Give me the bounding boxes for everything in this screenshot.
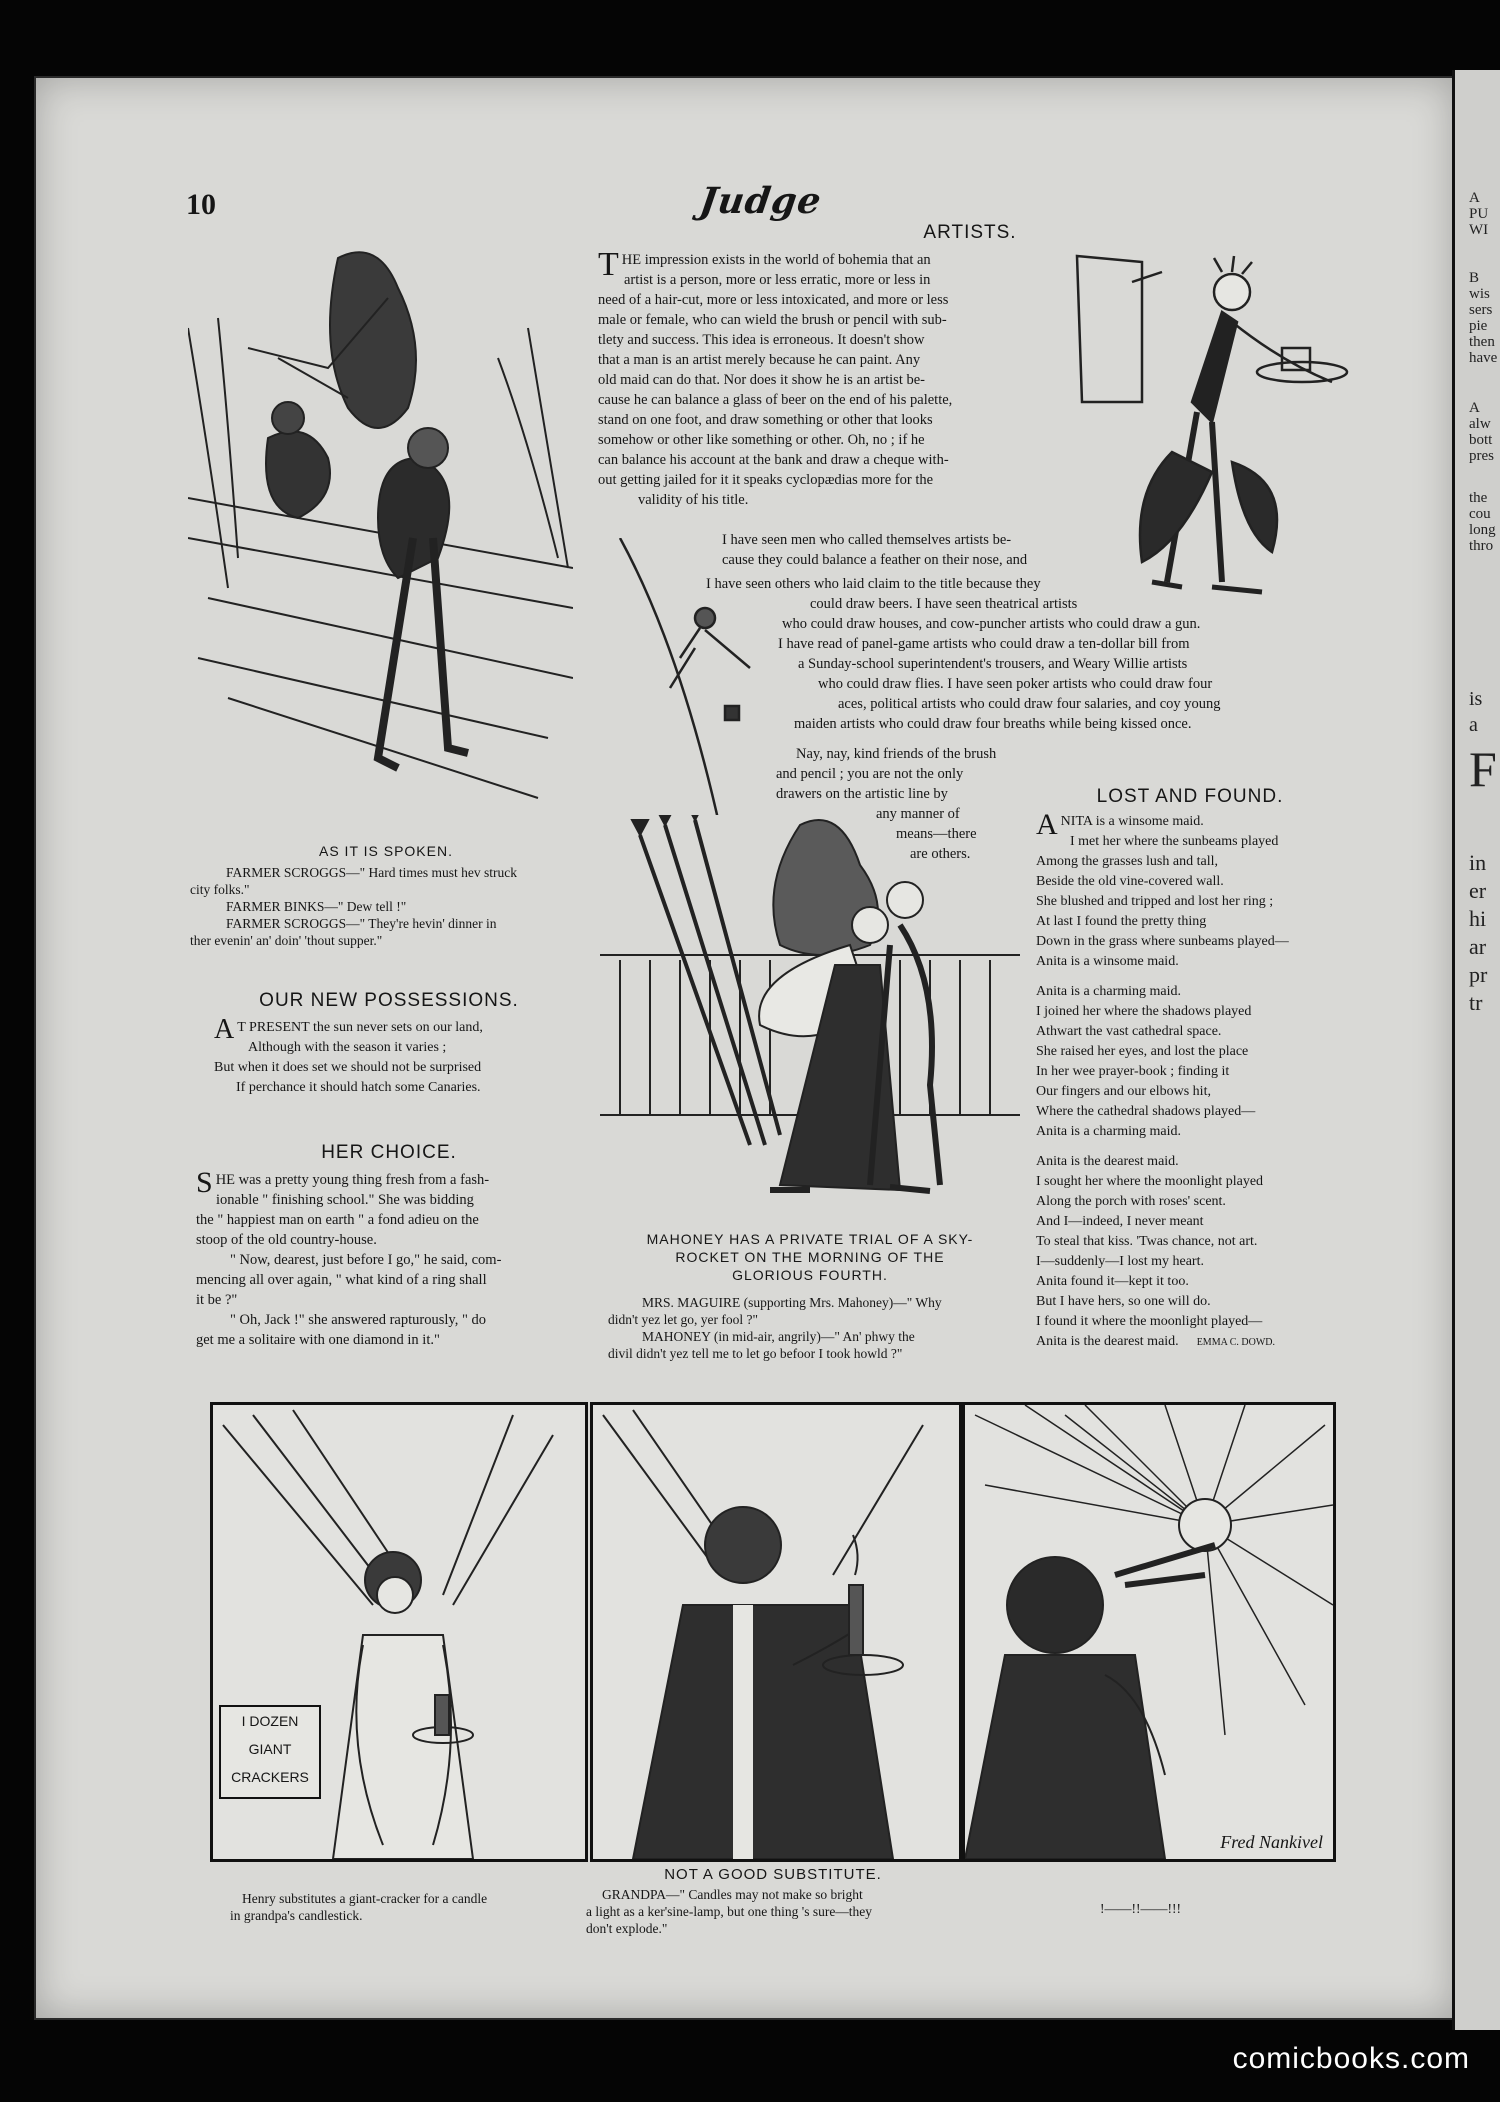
spine-fragment: in — [1469, 850, 1487, 875]
caption-line: GRANDPA—" Candles may not make so bright — [602, 1887, 863, 1902]
poem-line: But when it does set we should not be surprised — [214, 1060, 482, 1075]
poem-line: Anita is the dearest maid. — [1036, 1334, 1179, 1349]
poem-author: EMMA C. DOWD. — [1196, 1337, 1276, 1348]
caption-line: a light as a ker'sine-lamp, but one thing 's sure—they — [586, 1904, 873, 1919]
artists-line: who could draw flies. I have seen poker artists who could draw four — [818, 676, 1213, 692]
artists-line: need of a hair-cut, more or less intoxicated, and more or less — [598, 292, 949, 308]
poem-line: At last I found the pretty thing — [1036, 914, 1207, 929]
poem-line: Athwart the vast cathedral space. — [1036, 1024, 1222, 1039]
spine-fragment: alw — [1469, 416, 1491, 432]
spine-fragment: A — [1469, 400, 1480, 416]
mahoney-dialogue — [608, 1294, 1028, 1362]
spine-fragment: cou — [1469, 506, 1491, 522]
artists-line: out getting jailed for it it speaks cyclopædias more for the — [598, 472, 934, 488]
drop-cap: A — [1036, 808, 1058, 841]
mahoney-caption — [600, 1230, 1020, 1284]
farmer-fence-illustration — [188, 238, 573, 828]
artists-line: are others. — [910, 846, 971, 862]
artists-line: maiden artists who could draw four breaths while being kissed once. — [794, 716, 1192, 732]
poem-line: But I have hers, so one will do. — [1036, 1294, 1211, 1309]
artists-paragraph-2c — [778, 614, 1338, 734]
choice-story — [196, 1166, 586, 1350]
drop-cap: A — [214, 1014, 235, 1045]
story-line: get me a solitaire with one diamond in it." — [196, 1332, 440, 1348]
spine-fragment: ar — [1469, 934, 1487, 959]
caption-line: don't explode." — [586, 1921, 668, 1936]
artists-paragraph-1 — [598, 246, 1058, 510]
spine-fragment: PU — [1469, 206, 1489, 222]
artists-line: I have seen men who called themselves artists be- — [722, 532, 1012, 548]
artists-line: a Sunday-school superintendent's trousers, and Weary Willie artists — [798, 656, 1188, 672]
dialogue-line: ther evenin' an' doin' 'thout supper." — [190, 933, 383, 948]
poem-line: Our fingers and our elbows hit, — [1036, 1084, 1211, 1099]
caption-line: MAHONEY HAS A PRIVATE TRIAL OF A SKY- — [646, 1231, 974, 1247]
sign-line: I DOZEN — [241, 1713, 299, 1729]
spine-fragment: a — [1469, 714, 1478, 736]
artists-paragraph-2b — [706, 574, 1146, 614]
possessions-poem — [214, 1014, 594, 1098]
dialogue-line: didn't yez let go, yer fool ?" — [608, 1312, 759, 1327]
sign-line: CRACKERS — [231, 1769, 309, 1785]
dialogue-line: MRS. MAGUIRE (supporting Mrs. Mahoney)—" Why — [642, 1295, 942, 1310]
artists-line: aces, political artists who could draw four salaries, and coy young — [838, 696, 1221, 712]
artists-line: male or female, who can wield the brush or pencil with sub- — [598, 312, 947, 328]
spine-fragment: hi — [1469, 906, 1487, 931]
adjacent-page-edge — [1452, 70, 1500, 2030]
artists-line: any manner of — [876, 806, 960, 822]
grandpa-lighting-candle-illustration — [593, 1405, 959, 1859]
artists-line: cause he can balance a glass of beer on the end of his palette, — [598, 392, 953, 408]
poem-line: I found it where the moonlight played— — [1036, 1314, 1263, 1329]
artists-line: cause they could balance a feather on their nose, and — [722, 552, 1028, 568]
comic-title: NOT A GOOD SUBSTITUTE. — [664, 1866, 882, 1883]
spine-fragment: pres — [1469, 448, 1494, 464]
artist-signature: Fred Nankivel — [1220, 1832, 1323, 1852]
poem-line: Anita is a winsome maid. — [1036, 954, 1179, 969]
poem-line: Beside the old vine-covered wall. — [1036, 874, 1224, 889]
artists-line: could draw beers. I have seen theatrical artists — [810, 596, 1078, 612]
story-line: mencing all over again, " what kind of a ring shall — [196, 1272, 487, 1288]
spine-fragment: is — [1469, 688, 1483, 710]
artists-line: somehow or other like something or other. Oh, no ; if he — [598, 432, 925, 448]
sign-line: GIANT — [248, 1741, 292, 1757]
artists-paragraph-2a — [722, 530, 1120, 570]
artists-line: artist is a person, more or less erratic, more or less in — [624, 272, 931, 288]
poem-line: NITA is a winsome maid. — [1060, 814, 1204, 829]
spine-fragment: thro — [1469, 538, 1494, 554]
comic-panel-3 — [962, 1402, 1336, 1862]
spine-fragment: wis — [1469, 286, 1490, 302]
story-line: it be ?" — [196, 1292, 238, 1308]
poem-line: If perchance it should hatch some Canaries. — [236, 1080, 481, 1095]
watermark: comicbooks.com — [1232, 2042, 1470, 2075]
spine-fragment: pie — [1469, 318, 1488, 334]
poem-line: Anita is the dearest maid. — [1036, 1154, 1179, 1169]
spine-fragment: WI — [1469, 222, 1489, 238]
artists-line: and pencil ; you are not the only — [776, 766, 964, 782]
dialogue-line: MAHONEY (in mid-air, angrily)—" An' phwy the — [642, 1329, 915, 1344]
spine-fragment: sers — [1469, 302, 1493, 318]
story-line: " Now, dearest, just before I go," he said, com- — [230, 1252, 502, 1268]
crackers-sign — [219, 1705, 321, 1799]
spine-fragment: pr — [1469, 962, 1488, 987]
artists-line: drawers on the artistic line by — [776, 786, 948, 802]
poem-line: I joined her where the shadows played — [1036, 1004, 1252, 1019]
artists-line: that a man is an artist merely because he can paint. Any — [598, 352, 921, 368]
poem-line: Along the porch with roses' scent. — [1036, 1194, 1226, 1209]
artists-line: Nay, nay, kind friends of the brush — [796, 746, 997, 762]
spine-fragment: long — [1469, 522, 1496, 538]
lost-found-poem — [1036, 808, 1366, 1353]
poem-line: In her wee prayer-book ; finding it — [1036, 1064, 1230, 1079]
poem-line: She blushed and tripped and lost her ring ; — [1036, 894, 1274, 909]
poem-line: Although with the season it varies ; — [248, 1040, 447, 1055]
dialogue-line: city folks." — [190, 882, 250, 897]
choice-title: HER CHOICE. — [321, 1142, 457, 1163]
story-line: " Oh, Jack !" she answered rapturously, " do — [230, 1312, 487, 1328]
story-line: HE was a pretty young thing fresh from a fash- — [215, 1172, 490, 1188]
spine-fragment: tr — [1469, 990, 1483, 1015]
poem-line: Among the grasses lush and tall, — [1036, 854, 1218, 869]
spine-fragment: bott — [1469, 432, 1493, 448]
masthead: Judge — [697, 180, 825, 222]
poem-line: Anita is a charming maid. — [1036, 1124, 1182, 1139]
possessions-title: OUR NEW POSSESSIONS. — [259, 990, 519, 1011]
spine-fragment: B — [1469, 270, 1480, 286]
caption-line: ROCKET ON THE MORNING OF THE — [675, 1249, 945, 1265]
spine-fragment: then — [1469, 334, 1495, 350]
poem-line: Anita found it—kept it too. — [1036, 1274, 1189, 1289]
comic-panel-1 — [210, 1402, 588, 1862]
story-line: stoop of the old country-house. — [196, 1232, 377, 1248]
explosion-illustration — [965, 1405, 1333, 1859]
comic-panel-2 — [590, 1402, 962, 1862]
artists-line: validity of his title. — [638, 492, 749, 508]
artists-line: I have read of panel-game artists who could draw a ten-dollar bill from — [778, 636, 1190, 652]
page-number: 10 — [186, 188, 216, 221]
caption-line: GLORIOUS FOURTH. — [732, 1267, 888, 1283]
skyrocket-illustration — [600, 815, 1020, 1205]
poem-line: I met her where the sunbeams played — [1070, 834, 1279, 849]
artists-line: who could draw houses, and cow-puncher artists who could draw a gun. — [782, 616, 1201, 632]
spine-fragment: have — [1469, 350, 1498, 366]
artists-line: means—there — [896, 826, 977, 842]
poem-line: And I—indeed, I never meant — [1036, 1214, 1204, 1229]
spine-fragment: the — [1469, 490, 1488, 506]
artists-line: THE impression exists in the world of bohemia that an — [598, 246, 931, 283]
story-line: the " happiest man on earth " a fond adieu on the — [196, 1212, 479, 1228]
lost-found-title: LOST AND FOUND. — [1096, 786, 1284, 807]
dialogue-line: FARMER SCROGGS—" Hard times must hev struck — [226, 865, 518, 880]
dialogue-line: FARMER BINKS—" Dew tell !" — [226, 899, 407, 914]
artists-paragraph-3 — [776, 744, 1076, 864]
poem-line: I sought her where the moonlight played — [1036, 1174, 1264, 1189]
dialogue-line: divil didn't yez tell me to let go befoor I took howld ?" — [608, 1346, 903, 1361]
drop-cap: S — [196, 1166, 213, 1199]
comic-left-caption — [230, 1890, 580, 1924]
caption-line: Henry substitutes a giant-cracker for a candle — [242, 1891, 488, 1906]
poem-line: I—suddenly—I lost my heart. — [1036, 1254, 1204, 1269]
spine-fragment: F — [1469, 741, 1497, 797]
spine-fragment: A — [1469, 190, 1480, 206]
spoken-title: AS IT IS SPOKEN. — [318, 843, 453, 859]
poem-line: Where the cathedral shadows played— — [1036, 1104, 1256, 1119]
spoken-dialogue — [190, 864, 582, 949]
poem-line: To steal that kiss. 'Twas chance, not art. — [1036, 1234, 1258, 1249]
poem-line: Down in the grass where sunbeams played— — [1036, 934, 1289, 949]
poem-line: T PRESENT the sun never sets on our land, — [237, 1020, 483, 1035]
drop-cap: T — [598, 246, 619, 283]
poem-line: Anita is a charming maid. — [1036, 984, 1182, 999]
comic-center-caption — [586, 1886, 966, 1937]
poem-line: She raised her eyes, and lost the place — [1036, 1044, 1249, 1059]
caption-line: in grandpa's candlestick. — [230, 1908, 363, 1923]
artists-line: can balance his account at the bank and draw a cheque with- — [598, 452, 949, 468]
artists-line: tlety and success. This idea is erroneous. It doesn't show — [598, 332, 925, 348]
story-line: ionable " finishing school." She was bidding — [216, 1192, 474, 1208]
dialogue-line: FARMER SCROGGS—" They're hevin' dinner in — [226, 916, 497, 931]
spine-fragment: er — [1469, 878, 1487, 903]
comic-right-caption: !——!!——!!! — [1100, 1901, 1181, 1916]
artists-line: stand on one foot, and draw something or other that looks — [598, 412, 933, 428]
artists-title: ARTISTS. — [923, 222, 1017, 243]
artists-line: I have seen others who laid claim to the title because they — [706, 576, 1041, 592]
artists-line: old maid can do that. Nor does it show he is an artist be- — [598, 372, 925, 388]
